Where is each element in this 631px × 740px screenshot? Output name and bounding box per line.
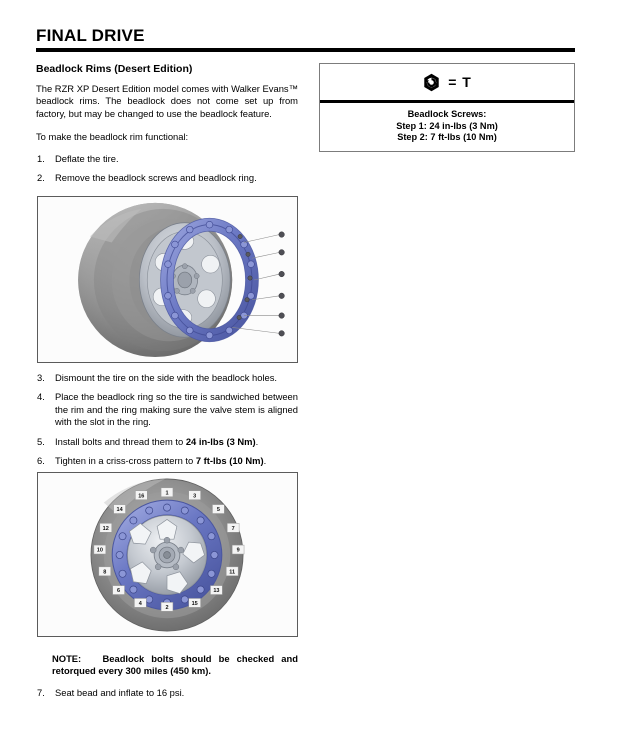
svg-text:14: 14 bbox=[116, 507, 123, 514]
svg-text:5: 5 bbox=[216, 507, 220, 514]
step-number: 6. bbox=[37, 455, 45, 467]
note-block bbox=[52, 653, 298, 678]
callout-9 bbox=[232, 545, 244, 554]
callout-2 bbox=[161, 602, 173, 611]
callout-12 bbox=[100, 523, 112, 532]
svg-text:8: 8 bbox=[103, 569, 107, 576]
beadlock-pattern-illustration bbox=[38, 473, 297, 636]
list-item bbox=[36, 436, 298, 448]
list-item bbox=[36, 455, 298, 467]
steps-list-2 bbox=[36, 372, 298, 467]
torque-equals-label: = T bbox=[448, 74, 472, 90]
callout-10 bbox=[94, 545, 106, 554]
section-header bbox=[36, 26, 575, 52]
callout-8 bbox=[99, 567, 111, 576]
step-text: Dismount the tire on the side with the beadlock holes. bbox=[55, 372, 278, 383]
step-text: Tighten in a criss-cross pattern to bbox=[55, 455, 196, 467]
svg-text:1: 1 bbox=[165, 490, 169, 497]
wheel-rim-face bbox=[127, 515, 206, 594]
callout-15 bbox=[189, 598, 201, 607]
svg-text:4: 4 bbox=[138, 600, 142, 607]
list-item bbox=[36, 687, 298, 699]
list-item bbox=[36, 372, 298, 384]
step-torque-value: 7 ft-lbs (10 Nm) bbox=[195, 455, 264, 467]
svg-text:9: 9 bbox=[236, 547, 240, 554]
step-text: Remove the beadlock screws and beadlock ring. bbox=[55, 172, 257, 184]
page-title: FINAL DRIVE bbox=[36, 26, 145, 45]
beadlock-pattern-figure bbox=[37, 472, 298, 637]
step-number: 1. bbox=[37, 152, 45, 164]
callout-7 bbox=[227, 523, 239, 532]
step-text-tail: . bbox=[255, 435, 259, 447]
svg-text:16: 16 bbox=[138, 493, 145, 500]
svg-text:10: 10 bbox=[96, 547, 103, 554]
callout-6 bbox=[113, 586, 125, 595]
callout-14 bbox=[114, 505, 126, 514]
callout-5 bbox=[212, 505, 224, 514]
content-column-middle bbox=[36, 372, 298, 467]
torque-specification-box bbox=[319, 63, 575, 152]
svg-text:12: 12 bbox=[102, 525, 109, 532]
step-number: 2. bbox=[37, 172, 45, 184]
callout-4 bbox=[134, 598, 146, 607]
step-number: 4. bbox=[37, 391, 45, 403]
svg-text:6: 6 bbox=[117, 588, 121, 595]
callout-1 bbox=[161, 488, 173, 497]
intro-paragraph: The RZR XP Desert Edition model comes with Walker Evans™ beadlock rims. The beadlock does not come set up from factory, but may be changed to use the beadlock feature. bbox=[36, 83, 298, 119]
svg-text:15: 15 bbox=[191, 600, 198, 607]
step-number: 5. bbox=[37, 435, 45, 447]
svg-text:3: 3 bbox=[193, 493, 197, 500]
content-column-top bbox=[36, 62, 298, 184]
header-rule bbox=[36, 48, 575, 52]
list-item bbox=[36, 172, 298, 184]
callout-16 bbox=[135, 491, 147, 500]
torque-step-1: Step 1: 24 in-lbs (3 Nm) bbox=[396, 120, 498, 131]
step-number: 7. bbox=[37, 687, 45, 698]
svg-text:13: 13 bbox=[213, 588, 220, 595]
step-text: Deflate the tire. bbox=[55, 152, 119, 164]
callout-3 bbox=[189, 491, 201, 500]
beadlock-exploded-figure bbox=[37, 196, 298, 363]
beadlock-exploded-illustration bbox=[38, 197, 297, 362]
torque-symbol-row bbox=[320, 64, 574, 103]
subsection-heading: Beadlock Rims (Desert Edition) bbox=[36, 63, 193, 75]
torque-values bbox=[320, 103, 574, 151]
svg-text:11: 11 bbox=[229, 569, 236, 576]
lead-in-text: To make the beadlock rim functional: bbox=[36, 131, 189, 143]
svg-text:7: 7 bbox=[231, 525, 235, 532]
step-text-tail: . bbox=[263, 455, 267, 467]
step-number: 3. bbox=[37, 372, 45, 383]
step-text: Seat bead and inflate to 16 psi. bbox=[55, 687, 185, 698]
note-label: NOTE: bbox=[52, 653, 82, 664]
note-text: Beadlock bolts should be checked and retorqued every 300 miles (450 km). bbox=[52, 653, 298, 677]
step-torque-value: 24 in-lbs (3 Nm) bbox=[185, 435, 256, 447]
svg-text:2: 2 bbox=[165, 604, 169, 611]
step-text: Install bolts and thread them to bbox=[55, 435, 186, 447]
callout-13 bbox=[210, 586, 222, 595]
torque-title: Beadlock Screws: bbox=[407, 109, 487, 119]
step-text: Place the beadlock ring so the tire is sandwiched between the rim and the ring making sure the valve stem is aligned with the slot in the ring. bbox=[55, 391, 298, 428]
list-item bbox=[36, 153, 298, 165]
callout-11 bbox=[226, 567, 238, 576]
steps-list-1 bbox=[36, 153, 298, 185]
list-item bbox=[36, 391, 298, 428]
torque-nut-icon bbox=[422, 73, 441, 92]
torque-step-2: Step 2: 7 ft-lbs (10 Nm) bbox=[397, 132, 497, 143]
